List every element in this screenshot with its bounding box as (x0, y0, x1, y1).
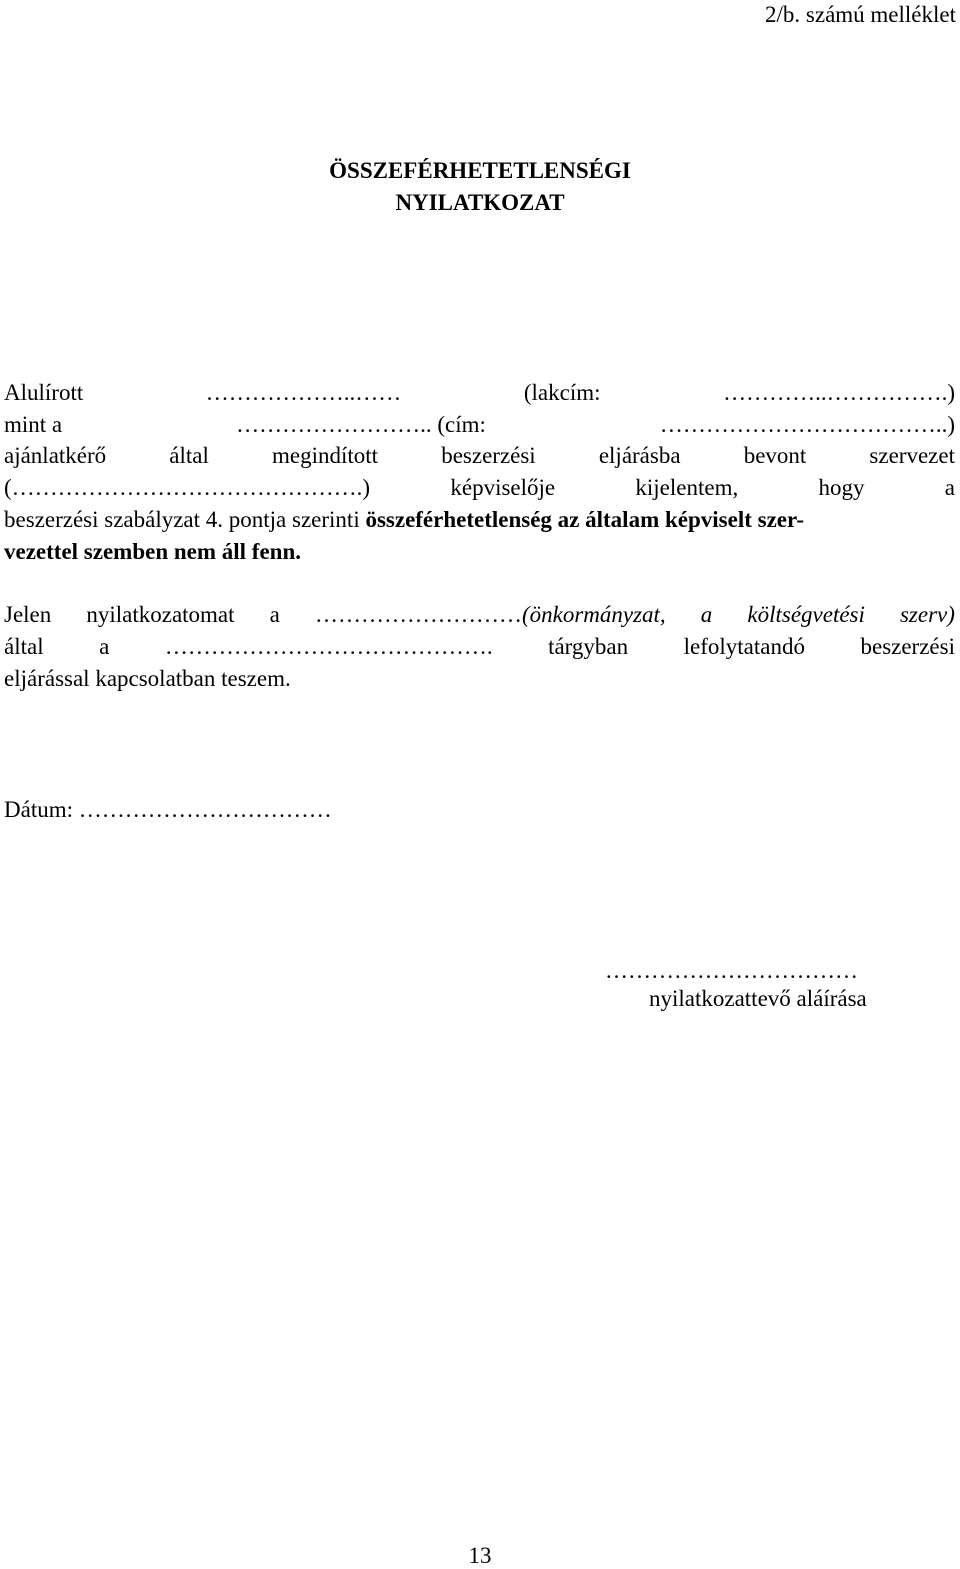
word: Jelen (4, 602, 52, 627)
text: Alulírott (4, 380, 84, 405)
word: képviselője (450, 475, 556, 500)
blank-name: ………………..…… (205, 380, 402, 405)
text: (lakcím: (523, 380, 601, 405)
signature-line: …………………………… (605, 958, 858, 983)
date-label: Dátum: (4, 797, 73, 822)
word: (önkormányzat, (521, 602, 666, 627)
word: a (700, 602, 713, 627)
para2-line1 (4, 600, 955, 630)
para2-line2 (4, 632, 955, 662)
word: költségvetési (747, 602, 865, 627)
para1-line6: vezettel szemben nem áll fenn. (4, 539, 302, 564)
blank-org-with-label: …………………….. (cím: (236, 412, 486, 437)
word: beszerzési (860, 634, 955, 659)
word: lefolytatandó (683, 634, 805, 659)
para1-line1 (4, 378, 955, 408)
blank-subject: ……………………………………. (164, 634, 493, 659)
text: mint a (4, 412, 63, 437)
word: szervezet (869, 443, 955, 468)
text: beszerzési szabályzat 4. pontja szerinti (4, 507, 366, 532)
word: által (169, 443, 209, 468)
blank-authority: ……………………… (314, 602, 522, 627)
word: eljárásba (598, 443, 681, 468)
word: tárgyban (548, 634, 629, 659)
declaration-bold: összeférhetetlenség az általam képviselt szer- (365, 507, 805, 532)
word: megindított (272, 443, 379, 468)
word: a (99, 634, 110, 659)
para1-line4 (4, 473, 955, 503)
document-title-line1: ÖSSZEFÉRHETETLENSÉGI (329, 158, 631, 183)
blank-with-italic (315, 600, 666, 630)
para2-line3: eljárással kapcsolatban teszem. (4, 666, 291, 691)
blank-address: …………..…………….) (723, 380, 955, 405)
word: szerv) (899, 602, 955, 627)
blank-org-address: ………………………………..) (659, 412, 955, 437)
date-blank: …………………………… (78, 797, 332, 822)
word: által (4, 634, 44, 659)
word: a (944, 475, 955, 500)
word: nyilatkozatomat (86, 602, 235, 627)
date-row (4, 795, 955, 825)
blank-org-name: (……………………………………….) (4, 475, 371, 500)
word: a (269, 602, 280, 627)
word: bevont (743, 443, 807, 468)
signature-label: nyilatkozattevő aláírása (649, 986, 867, 1011)
page-number: 13 (468, 1543, 492, 1568)
para1-line5 (4, 505, 955, 535)
word: ajánlatkérő (4, 443, 107, 468)
word: beszerzési (441, 443, 536, 468)
document-title-line2: NYILATKOZAT (395, 190, 565, 215)
word: hogy (818, 475, 865, 500)
para1-line2 (4, 410, 955, 440)
para1-line3 (4, 441, 955, 471)
annex-label: 2/b. számú melléklet (765, 2, 956, 27)
word: kijelentem, (635, 475, 739, 500)
